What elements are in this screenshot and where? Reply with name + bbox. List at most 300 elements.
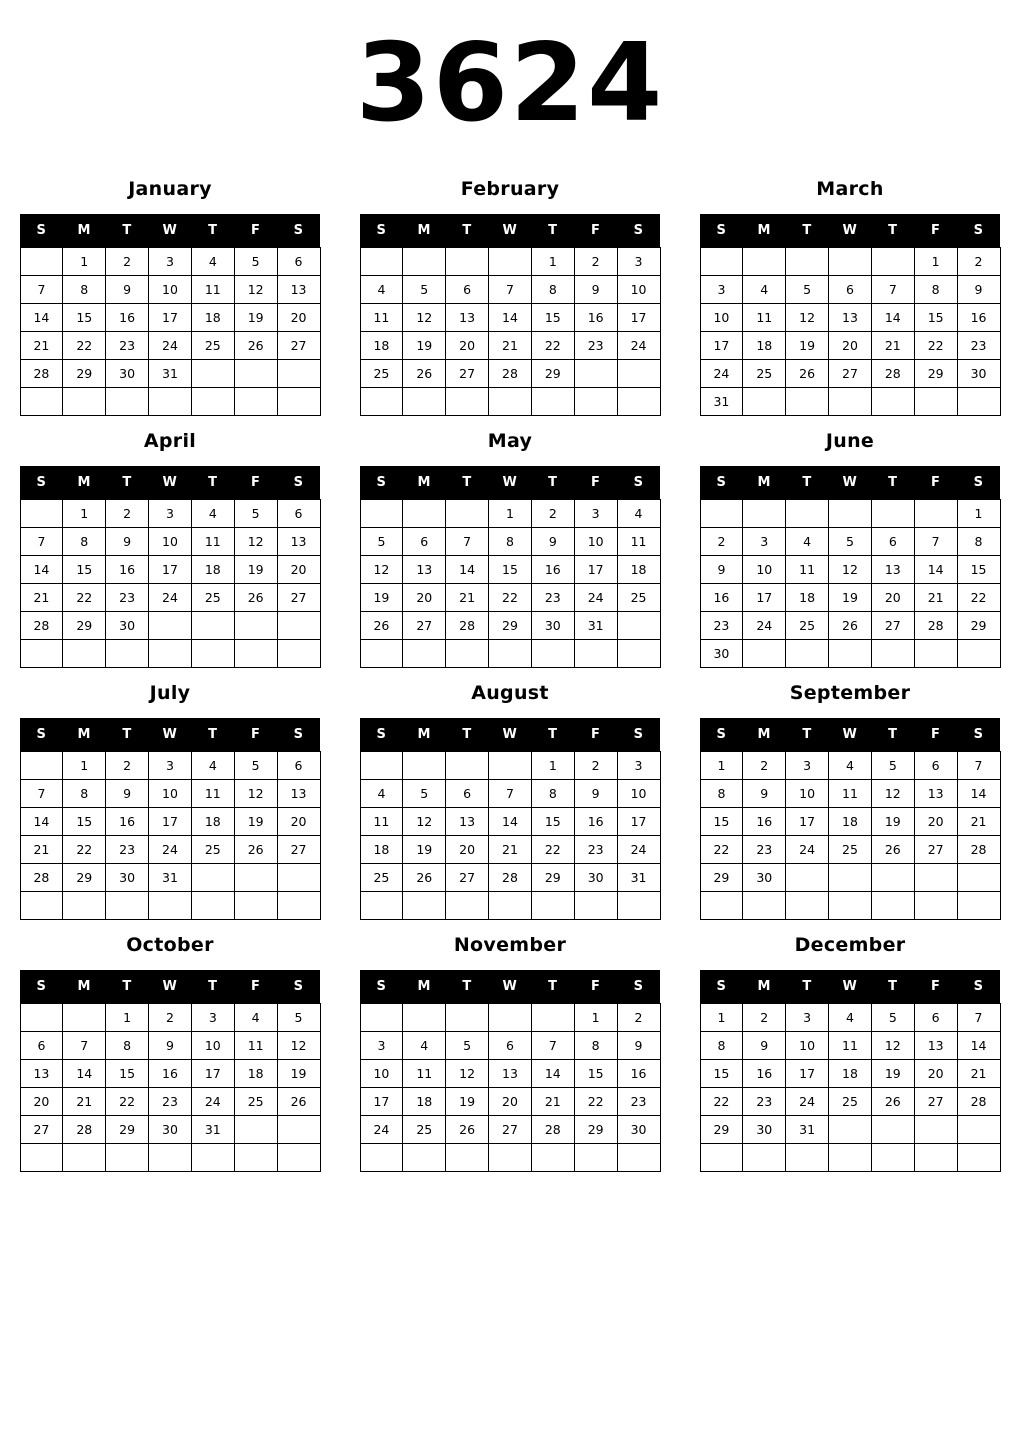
day-cell[interactable]: 22 bbox=[957, 584, 1000, 612]
day-cell[interactable]: 13 bbox=[446, 808, 489, 836]
day-cell[interactable]: 24 bbox=[149, 836, 192, 864]
day-cell[interactable]: 11 bbox=[191, 528, 234, 556]
day-cell[interactable]: 2 bbox=[106, 248, 149, 276]
day-cell[interactable]: 6 bbox=[871, 528, 914, 556]
day-cell[interactable]: 29 bbox=[106, 1116, 149, 1144]
day-cell[interactable]: 12 bbox=[786, 304, 829, 332]
day-cell[interactable]: 20 bbox=[914, 1060, 957, 1088]
day-cell[interactable]: 25 bbox=[786, 612, 829, 640]
day-cell[interactable]: 2 bbox=[106, 752, 149, 780]
day-cell[interactable]: 18 bbox=[234, 1060, 277, 1088]
day-cell[interactable]: 30 bbox=[700, 640, 743, 668]
day-cell[interactable]: 16 bbox=[106, 808, 149, 836]
day-cell[interactable]: 19 bbox=[403, 332, 446, 360]
day-cell[interactable]: 22 bbox=[914, 332, 957, 360]
day-cell[interactable]: 19 bbox=[871, 1060, 914, 1088]
day-cell[interactable]: 4 bbox=[829, 752, 872, 780]
day-cell[interactable]: 12 bbox=[234, 276, 277, 304]
day-cell[interactable]: 25 bbox=[743, 360, 786, 388]
day-cell[interactable]: 3 bbox=[617, 752, 660, 780]
day-cell[interactable]: 26 bbox=[403, 864, 446, 892]
day-cell[interactable]: 1 bbox=[63, 752, 106, 780]
day-cell[interactable]: 2 bbox=[617, 1004, 660, 1032]
day-cell[interactable]: 13 bbox=[277, 276, 320, 304]
day-cell[interactable]: 1 bbox=[914, 248, 957, 276]
day-cell[interactable]: 8 bbox=[531, 780, 574, 808]
day-cell[interactable]: 29 bbox=[957, 612, 1000, 640]
day-cell[interactable]: 13 bbox=[277, 780, 320, 808]
day-cell[interactable]: 3 bbox=[700, 276, 743, 304]
day-cell[interactable]: 6 bbox=[403, 528, 446, 556]
day-cell[interactable]: 21 bbox=[20, 836, 63, 864]
day-cell[interactable]: 5 bbox=[829, 528, 872, 556]
day-cell[interactable]: 18 bbox=[617, 556, 660, 584]
day-cell[interactable]: 4 bbox=[191, 752, 234, 780]
day-cell[interactable]: 11 bbox=[743, 304, 786, 332]
day-cell[interactable]: 21 bbox=[871, 332, 914, 360]
day-cell[interactable]: 7 bbox=[871, 276, 914, 304]
day-cell[interactable]: 31 bbox=[149, 864, 192, 892]
day-cell[interactable]: 30 bbox=[574, 864, 617, 892]
day-cell[interactable]: 14 bbox=[446, 556, 489, 584]
day-cell[interactable]: 22 bbox=[531, 332, 574, 360]
day-cell[interactable]: 9 bbox=[617, 1032, 660, 1060]
day-cell[interactable]: 18 bbox=[743, 332, 786, 360]
day-cell[interactable]: 14 bbox=[531, 1060, 574, 1088]
day-cell[interactable]: 30 bbox=[957, 360, 1000, 388]
day-cell[interactable]: 9 bbox=[574, 780, 617, 808]
day-cell[interactable]: 26 bbox=[234, 332, 277, 360]
day-cell[interactable]: 25 bbox=[234, 1088, 277, 1116]
day-cell[interactable]: 8 bbox=[63, 780, 106, 808]
day-cell[interactable]: 16 bbox=[617, 1060, 660, 1088]
day-cell[interactable]: 19 bbox=[871, 808, 914, 836]
day-cell[interactable]: 24 bbox=[700, 360, 743, 388]
day-cell[interactable]: 7 bbox=[531, 1032, 574, 1060]
day-cell[interactable]: 28 bbox=[20, 612, 63, 640]
day-cell[interactable]: 5 bbox=[871, 752, 914, 780]
day-cell[interactable]: 23 bbox=[574, 836, 617, 864]
day-cell[interactable]: 11 bbox=[360, 304, 403, 332]
day-cell[interactable]: 27 bbox=[277, 332, 320, 360]
day-cell[interactable]: 23 bbox=[106, 836, 149, 864]
day-cell[interactable]: 28 bbox=[914, 612, 957, 640]
day-cell[interactable]: 5 bbox=[234, 500, 277, 528]
day-cell[interactable]: 4 bbox=[743, 276, 786, 304]
day-cell[interactable]: 24 bbox=[786, 1088, 829, 1116]
day-cell[interactable]: 26 bbox=[234, 584, 277, 612]
day-cell[interactable]: 21 bbox=[489, 836, 532, 864]
day-cell[interactable]: 14 bbox=[20, 304, 63, 332]
day-cell[interactable]: 14 bbox=[63, 1060, 106, 1088]
day-cell[interactable]: 21 bbox=[20, 584, 63, 612]
day-cell[interactable]: 1 bbox=[106, 1004, 149, 1032]
day-cell[interactable]: 11 bbox=[786, 556, 829, 584]
day-cell[interactable]: 17 bbox=[149, 808, 192, 836]
day-cell[interactable]: 28 bbox=[489, 864, 532, 892]
day-cell[interactable]: 9 bbox=[957, 276, 1000, 304]
day-cell[interactable]: 18 bbox=[360, 836, 403, 864]
day-cell[interactable]: 2 bbox=[574, 248, 617, 276]
day-cell[interactable]: 11 bbox=[829, 780, 872, 808]
day-cell[interactable]: 10 bbox=[617, 276, 660, 304]
day-cell[interactable]: 12 bbox=[871, 780, 914, 808]
day-cell[interactable]: 22 bbox=[63, 836, 106, 864]
day-cell[interactable]: 8 bbox=[914, 276, 957, 304]
day-cell[interactable]: 15 bbox=[531, 304, 574, 332]
day-cell[interactable]: 18 bbox=[360, 332, 403, 360]
day-cell[interactable]: 24 bbox=[617, 332, 660, 360]
day-cell[interactable]: 28 bbox=[20, 360, 63, 388]
day-cell[interactable]: 4 bbox=[403, 1032, 446, 1060]
day-cell[interactable]: 28 bbox=[957, 1088, 1000, 1116]
day-cell[interactable]: 10 bbox=[743, 556, 786, 584]
day-cell[interactable]: 16 bbox=[743, 808, 786, 836]
day-cell[interactable]: 12 bbox=[403, 808, 446, 836]
day-cell[interactable]: 9 bbox=[574, 276, 617, 304]
day-cell[interactable]: 25 bbox=[360, 360, 403, 388]
day-cell[interactable]: 11 bbox=[234, 1032, 277, 1060]
day-cell[interactable]: 6 bbox=[446, 276, 489, 304]
day-cell[interactable]: 13 bbox=[20, 1060, 63, 1088]
day-cell[interactable]: 19 bbox=[829, 584, 872, 612]
day-cell[interactable]: 1 bbox=[489, 500, 532, 528]
day-cell[interactable]: 25 bbox=[191, 836, 234, 864]
day-cell[interactable]: 24 bbox=[574, 584, 617, 612]
day-cell[interactable]: 20 bbox=[277, 304, 320, 332]
day-cell[interactable]: 10 bbox=[617, 780, 660, 808]
day-cell[interactable]: 26 bbox=[234, 836, 277, 864]
day-cell[interactable]: 26 bbox=[446, 1116, 489, 1144]
day-cell[interactable]: 20 bbox=[277, 808, 320, 836]
day-cell[interactable]: 9 bbox=[531, 528, 574, 556]
day-cell[interactable]: 30 bbox=[617, 1116, 660, 1144]
day-cell[interactable]: 24 bbox=[360, 1116, 403, 1144]
day-cell[interactable]: 28 bbox=[489, 360, 532, 388]
day-cell[interactable]: 8 bbox=[63, 276, 106, 304]
day-cell[interactable]: 6 bbox=[277, 248, 320, 276]
day-cell[interactable]: 28 bbox=[20, 864, 63, 892]
day-cell[interactable]: 22 bbox=[489, 584, 532, 612]
day-cell[interactable]: 26 bbox=[277, 1088, 320, 1116]
day-cell[interactable]: 27 bbox=[403, 612, 446, 640]
day-cell[interactable]: 11 bbox=[403, 1060, 446, 1088]
day-cell[interactable]: 20 bbox=[914, 808, 957, 836]
day-cell[interactable]: 21 bbox=[446, 584, 489, 612]
day-cell[interactable]: 15 bbox=[63, 556, 106, 584]
day-cell[interactable]: 18 bbox=[191, 304, 234, 332]
day-cell[interactable]: 18 bbox=[829, 1060, 872, 1088]
day-cell[interactable]: 20 bbox=[829, 332, 872, 360]
day-cell[interactable]: 26 bbox=[360, 612, 403, 640]
day-cell[interactable]: 6 bbox=[20, 1032, 63, 1060]
day-cell[interactable]: 6 bbox=[489, 1032, 532, 1060]
day-cell[interactable]: 8 bbox=[489, 528, 532, 556]
day-cell[interactable]: 26 bbox=[403, 360, 446, 388]
day-cell[interactable]: 22 bbox=[106, 1088, 149, 1116]
day-cell[interactable]: 21 bbox=[957, 1060, 1000, 1088]
day-cell[interactable]: 13 bbox=[914, 1032, 957, 1060]
day-cell[interactable]: 17 bbox=[617, 808, 660, 836]
day-cell[interactable]: 9 bbox=[700, 556, 743, 584]
day-cell[interactable]: 17 bbox=[149, 556, 192, 584]
day-cell[interactable]: 23 bbox=[617, 1088, 660, 1116]
day-cell[interactable]: 7 bbox=[20, 528, 63, 556]
day-cell[interactable]: 4 bbox=[234, 1004, 277, 1032]
day-cell[interactable]: 6 bbox=[829, 276, 872, 304]
day-cell[interactable]: 14 bbox=[914, 556, 957, 584]
day-cell[interactable]: 16 bbox=[149, 1060, 192, 1088]
day-cell[interactable]: 28 bbox=[957, 836, 1000, 864]
day-cell[interactable]: 20 bbox=[871, 584, 914, 612]
day-cell[interactable]: 17 bbox=[786, 808, 829, 836]
day-cell[interactable]: 28 bbox=[446, 612, 489, 640]
day-cell[interactable]: 9 bbox=[106, 780, 149, 808]
day-cell[interactable]: 2 bbox=[700, 528, 743, 556]
day-cell[interactable]: 29 bbox=[700, 864, 743, 892]
day-cell[interactable]: 31 bbox=[617, 864, 660, 892]
day-cell[interactable]: 2 bbox=[149, 1004, 192, 1032]
day-cell[interactable]: 24 bbox=[743, 612, 786, 640]
day-cell[interactable]: 18 bbox=[829, 808, 872, 836]
day-cell[interactable]: 6 bbox=[446, 780, 489, 808]
day-cell[interactable]: 15 bbox=[63, 304, 106, 332]
day-cell[interactable]: 10 bbox=[786, 780, 829, 808]
day-cell[interactable]: 30 bbox=[106, 360, 149, 388]
day-cell[interactable]: 1 bbox=[63, 500, 106, 528]
day-cell[interactable]: 12 bbox=[360, 556, 403, 584]
day-cell[interactable]: 24 bbox=[149, 584, 192, 612]
day-cell[interactable]: 27 bbox=[446, 864, 489, 892]
day-cell[interactable]: 19 bbox=[234, 808, 277, 836]
day-cell[interactable]: 10 bbox=[149, 276, 192, 304]
day-cell[interactable]: 11 bbox=[191, 276, 234, 304]
day-cell[interactable]: 16 bbox=[743, 1060, 786, 1088]
day-cell[interactable]: 17 bbox=[360, 1088, 403, 1116]
day-cell[interactable]: 14 bbox=[489, 304, 532, 332]
day-cell[interactable]: 15 bbox=[914, 304, 957, 332]
day-cell[interactable]: 28 bbox=[63, 1116, 106, 1144]
day-cell[interactable]: 17 bbox=[743, 584, 786, 612]
day-cell[interactable]: 17 bbox=[786, 1060, 829, 1088]
day-cell[interactable]: 20 bbox=[277, 556, 320, 584]
day-cell[interactable]: 8 bbox=[957, 528, 1000, 556]
day-cell[interactable]: 16 bbox=[957, 304, 1000, 332]
day-cell[interactable]: 25 bbox=[617, 584, 660, 612]
day-cell[interactable]: 29 bbox=[531, 864, 574, 892]
day-cell[interactable]: 7 bbox=[63, 1032, 106, 1060]
day-cell[interactable]: 9 bbox=[106, 276, 149, 304]
day-cell[interactable]: 23 bbox=[106, 332, 149, 360]
day-cell[interactable]: 25 bbox=[829, 836, 872, 864]
day-cell[interactable]: 15 bbox=[489, 556, 532, 584]
day-cell[interactable]: 10 bbox=[191, 1032, 234, 1060]
day-cell[interactable]: 15 bbox=[574, 1060, 617, 1088]
day-cell[interactable]: 10 bbox=[149, 528, 192, 556]
day-cell[interactable]: 28 bbox=[531, 1116, 574, 1144]
day-cell[interactable]: 5 bbox=[786, 276, 829, 304]
day-cell[interactable]: 27 bbox=[914, 1088, 957, 1116]
day-cell[interactable]: 12 bbox=[277, 1032, 320, 1060]
day-cell[interactable]: 17 bbox=[574, 556, 617, 584]
day-cell[interactable]: 30 bbox=[743, 1116, 786, 1144]
day-cell[interactable]: 4 bbox=[786, 528, 829, 556]
day-cell[interactable]: 16 bbox=[574, 304, 617, 332]
day-cell[interactable]: 29 bbox=[63, 612, 106, 640]
day-cell[interactable]: 14 bbox=[957, 1032, 1000, 1060]
day-cell[interactable]: 3 bbox=[574, 500, 617, 528]
day-cell[interactable]: 21 bbox=[20, 332, 63, 360]
day-cell[interactable]: 25 bbox=[191, 332, 234, 360]
day-cell[interactable]: 17 bbox=[700, 332, 743, 360]
day-cell[interactable]: 25 bbox=[360, 864, 403, 892]
day-cell[interactable]: 30 bbox=[149, 1116, 192, 1144]
day-cell[interactable]: 6 bbox=[914, 1004, 957, 1032]
day-cell[interactable]: 5 bbox=[446, 1032, 489, 1060]
day-cell[interactable]: 15 bbox=[531, 808, 574, 836]
day-cell[interactable]: 13 bbox=[403, 556, 446, 584]
day-cell[interactable]: 29 bbox=[531, 360, 574, 388]
day-cell[interactable]: 23 bbox=[574, 332, 617, 360]
day-cell[interactable]: 31 bbox=[700, 388, 743, 416]
day-cell[interactable]: 3 bbox=[360, 1032, 403, 1060]
day-cell[interactable]: 24 bbox=[786, 836, 829, 864]
day-cell[interactable]: 25 bbox=[403, 1116, 446, 1144]
day-cell[interactable]: 12 bbox=[446, 1060, 489, 1088]
day-cell[interactable]: 20 bbox=[446, 332, 489, 360]
day-cell[interactable]: 25 bbox=[829, 1088, 872, 1116]
day-cell[interactable]: 23 bbox=[743, 836, 786, 864]
day-cell[interactable]: 29 bbox=[914, 360, 957, 388]
day-cell[interactable]: 29 bbox=[489, 612, 532, 640]
day-cell[interactable]: 17 bbox=[617, 304, 660, 332]
day-cell[interactable]: 4 bbox=[617, 500, 660, 528]
day-cell[interactable]: 11 bbox=[829, 1032, 872, 1060]
day-cell[interactable]: 13 bbox=[277, 528, 320, 556]
day-cell[interactable]: 22 bbox=[700, 836, 743, 864]
day-cell[interactable]: 28 bbox=[871, 360, 914, 388]
day-cell[interactable]: 21 bbox=[489, 332, 532, 360]
day-cell[interactable]: 7 bbox=[957, 752, 1000, 780]
day-cell[interactable]: 15 bbox=[106, 1060, 149, 1088]
day-cell[interactable]: 29 bbox=[63, 864, 106, 892]
day-cell[interactable]: 1 bbox=[574, 1004, 617, 1032]
day-cell[interactable]: 27 bbox=[829, 360, 872, 388]
day-cell[interactable]: 18 bbox=[786, 584, 829, 612]
day-cell[interactable]: 20 bbox=[403, 584, 446, 612]
day-cell[interactable]: 11 bbox=[360, 808, 403, 836]
day-cell[interactable]: 3 bbox=[149, 752, 192, 780]
day-cell[interactable]: 8 bbox=[531, 276, 574, 304]
day-cell[interactable]: 3 bbox=[786, 752, 829, 780]
day-cell[interactable]: 21 bbox=[63, 1088, 106, 1116]
day-cell[interactable]: 10 bbox=[149, 780, 192, 808]
day-cell[interactable]: 29 bbox=[63, 360, 106, 388]
day-cell[interactable]: 26 bbox=[871, 836, 914, 864]
day-cell[interactable]: 16 bbox=[700, 584, 743, 612]
day-cell[interactable]: 4 bbox=[191, 500, 234, 528]
day-cell[interactable]: 14 bbox=[489, 808, 532, 836]
day-cell[interactable]: 8 bbox=[63, 528, 106, 556]
day-cell[interactable]: 20 bbox=[446, 836, 489, 864]
day-cell[interactable]: 2 bbox=[743, 1004, 786, 1032]
day-cell[interactable]: 27 bbox=[277, 836, 320, 864]
day-cell[interactable]: 5 bbox=[403, 780, 446, 808]
day-cell[interactable]: 7 bbox=[20, 780, 63, 808]
day-cell[interactable]: 23 bbox=[149, 1088, 192, 1116]
day-cell[interactable]: 3 bbox=[149, 500, 192, 528]
day-cell[interactable]: 7 bbox=[446, 528, 489, 556]
day-cell[interactable]: 19 bbox=[446, 1088, 489, 1116]
day-cell[interactable]: 10 bbox=[786, 1032, 829, 1060]
day-cell[interactable]: 1 bbox=[700, 752, 743, 780]
day-cell[interactable]: 1 bbox=[700, 1004, 743, 1032]
day-cell[interactable]: 12 bbox=[234, 528, 277, 556]
day-cell[interactable]: 13 bbox=[489, 1060, 532, 1088]
day-cell[interactable]: 19 bbox=[403, 836, 446, 864]
day-cell[interactable]: 12 bbox=[234, 780, 277, 808]
day-cell[interactable]: 18 bbox=[191, 808, 234, 836]
day-cell[interactable]: 8 bbox=[700, 1032, 743, 1060]
day-cell[interactable]: 27 bbox=[277, 584, 320, 612]
day-cell[interactable]: 31 bbox=[191, 1116, 234, 1144]
day-cell[interactable]: 13 bbox=[871, 556, 914, 584]
day-cell[interactable]: 10 bbox=[574, 528, 617, 556]
day-cell[interactable]: 22 bbox=[63, 584, 106, 612]
day-cell[interactable]: 2 bbox=[743, 752, 786, 780]
day-cell[interactable]: 15 bbox=[957, 556, 1000, 584]
day-cell[interactable]: 31 bbox=[786, 1116, 829, 1144]
day-cell[interactable]: 15 bbox=[63, 808, 106, 836]
day-cell[interactable]: 16 bbox=[531, 556, 574, 584]
day-cell[interactable]: 12 bbox=[871, 1032, 914, 1060]
day-cell[interactable]: 8 bbox=[700, 780, 743, 808]
day-cell[interactable]: 16 bbox=[574, 808, 617, 836]
day-cell[interactable]: 2 bbox=[957, 248, 1000, 276]
day-cell[interactable]: 8 bbox=[574, 1032, 617, 1060]
day-cell[interactable]: 14 bbox=[20, 808, 63, 836]
day-cell[interactable]: 3 bbox=[149, 248, 192, 276]
day-cell[interactable]: 18 bbox=[191, 556, 234, 584]
day-cell[interactable]: 19 bbox=[234, 556, 277, 584]
day-cell[interactable]: 3 bbox=[617, 248, 660, 276]
day-cell[interactable]: 9 bbox=[743, 780, 786, 808]
day-cell[interactable]: 6 bbox=[277, 752, 320, 780]
day-cell[interactable]: 17 bbox=[149, 304, 192, 332]
day-cell[interactable]: 18 bbox=[403, 1088, 446, 1116]
day-cell[interactable]: 27 bbox=[914, 836, 957, 864]
day-cell[interactable]: 22 bbox=[574, 1088, 617, 1116]
day-cell[interactable]: 14 bbox=[871, 304, 914, 332]
day-cell[interactable]: 2 bbox=[574, 752, 617, 780]
day-cell[interactable]: 12 bbox=[829, 556, 872, 584]
day-cell[interactable]: 24 bbox=[191, 1088, 234, 1116]
day-cell[interactable]: 15 bbox=[700, 1060, 743, 1088]
day-cell[interactable]: 7 bbox=[20, 276, 63, 304]
day-cell[interactable]: 17 bbox=[191, 1060, 234, 1088]
day-cell[interactable]: 5 bbox=[234, 248, 277, 276]
day-cell[interactable]: 14 bbox=[957, 780, 1000, 808]
day-cell[interactable]: 1 bbox=[531, 752, 574, 780]
day-cell[interactable]: 5 bbox=[360, 528, 403, 556]
day-cell[interactable]: 6 bbox=[914, 752, 957, 780]
day-cell[interactable]: 14 bbox=[20, 556, 63, 584]
day-cell[interactable]: 27 bbox=[489, 1116, 532, 1144]
day-cell[interactable]: 26 bbox=[829, 612, 872, 640]
day-cell[interactable]: 26 bbox=[786, 360, 829, 388]
day-cell[interactable]: 22 bbox=[63, 332, 106, 360]
day-cell[interactable]: 25 bbox=[191, 584, 234, 612]
